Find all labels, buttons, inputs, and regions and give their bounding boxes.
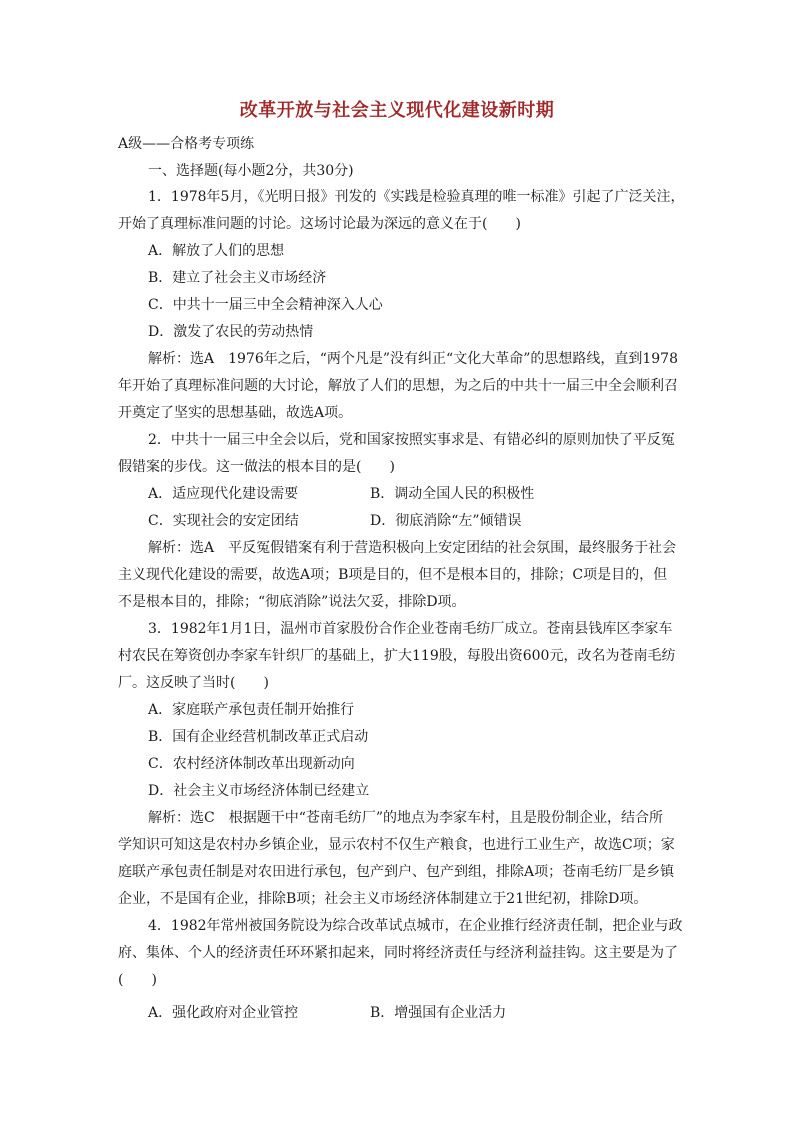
- q3-option-c: C．农村经济体制改革出现新动向: [148, 756, 355, 772]
- q3-option-d: D．社会主义市场经济体制已经建立: [148, 783, 370, 799]
- page-title: 改革开放与社会主义现代化建设新时期: [239, 100, 555, 121]
- q4-option-a: A．强化政府对企业管控: [148, 1005, 299, 1021]
- q2-option-b: B．调动全国人民的积极性: [370, 486, 535, 502]
- q2-stem-line1: 2．中共十一届三中全会以后，党和国家按照实事求是、有错必纠的原则加快了平反冤: [148, 432, 675, 448]
- q2-option-d: D．彻底消除“左”倾错误: [370, 513, 522, 529]
- q2-analysis-line1: 解析：选A 平反冤假错案有利于营造积极向上安定团结的社会氛围，最终服务于社会: [148, 540, 677, 556]
- part1-heading: 一、选择题(每小题2分，共30分): [148, 163, 354, 179]
- q4-stem-line2: 府、集体、个人的经济责任环环紧扣起来，同时将经济责任与经济利益挂钩。这主要是为了: [118, 945, 678, 961]
- section-a-label: A级——合格考专项练: [118, 136, 255, 152]
- q3-analysis-line1: 解析：选C 根据题干中“苍南毛纺厂”的地点为李家车村，且是股份制企业，结合所: [148, 810, 664, 826]
- q1-option-a: A．解放了人们的思想: [148, 243, 285, 259]
- q4-stem-line1: 4．1982年常州被国务院设为综合改革试点城市，在企业推行经济责任制，把企业与政: [148, 918, 683, 934]
- q2-option-c: C．实现社会的安定团结: [148, 513, 299, 529]
- q1-stem-line2: 开始了真理标准问题的讨论。这场讨论最为深远的意义在于( ): [118, 216, 521, 232]
- q4-option-b: B．增强国有企业活力: [370, 1005, 507, 1021]
- q2-analysis-line3: 不是根本目的，排除；“彻底消除”说法欠妥，排除D项。: [118, 594, 466, 610]
- q1-analysis-line2: 年开始了真理标准问题的大讨论，解放了人们的思想，为之后的中共十一届三中全会顺利召: [118, 378, 678, 394]
- q3-analysis-line2: 学知识可知这是农村办乡镇企业，显示农村不仅生产粮食，也进行工业生产，故选C项；家: [118, 837, 675, 853]
- q1-option-c: C．中共十一届三中全会精神深入人心: [148, 297, 383, 313]
- q3-stem-line3: 厂。这反映了当时( ): [118, 675, 269, 691]
- q3-analysis-line3: 庭联产承包责任制是对农田进行承包，包产到户、包产到组，排除A项；苍南毛纺厂是乡镇: [118, 864, 675, 880]
- q3-option-b: B．国有企业经营机制改革正式启动: [148, 729, 369, 745]
- q2-option-a: A．适应现代化建设需要: [148, 486, 299, 502]
- q1-analysis-line1: 解析：选A 1976年之后，“两个凡是”没有纠正“文化大革命”的思想路线，直到1978: [148, 351, 678, 367]
- q3-analysis-line4: 企业，不是国有企业，排除B项；社会主义市场经济体制建立于21世纪初，排除D项。: [118, 891, 648, 907]
- q4-stem-line3: ( ): [118, 972, 157, 988]
- q1-option-b: B．建立了社会主义市场经济: [148, 270, 327, 286]
- q3-stem-line1: 3．1982年1月1日，温州市首家股份合作企业苍南毛纺厂成立。苍南县钱库区李家车: [148, 621, 673, 637]
- q1-analysis-line3: 开奠定了坚实的思想基础，故选A项。: [118, 405, 353, 421]
- q1-option-d: D．激发了农民的劳动热情: [148, 324, 314, 340]
- q2-stem-line2: 假错案的步伐。这一做法的根本目的是( ): [118, 459, 395, 475]
- q3-stem-line2: 村农民在筹资创办李家车针织厂的基础上，扩大119股，每股出资600元，改名为苍南毛纺: [118, 648, 676, 664]
- q1-stem-line1: 1．1978年5月，《光明日报》刊发的《实践是检验真理的唯一标准》引起了广泛关注，: [148, 189, 685, 205]
- q3-option-a: A．家庭联产承包责任制开始推行: [148, 702, 355, 718]
- q2-analysis-line2: 主义现代化建设的需要，故选A项；B项是目的，但不是根本目的，排除；C项是目的，但: [118, 567, 668, 583]
